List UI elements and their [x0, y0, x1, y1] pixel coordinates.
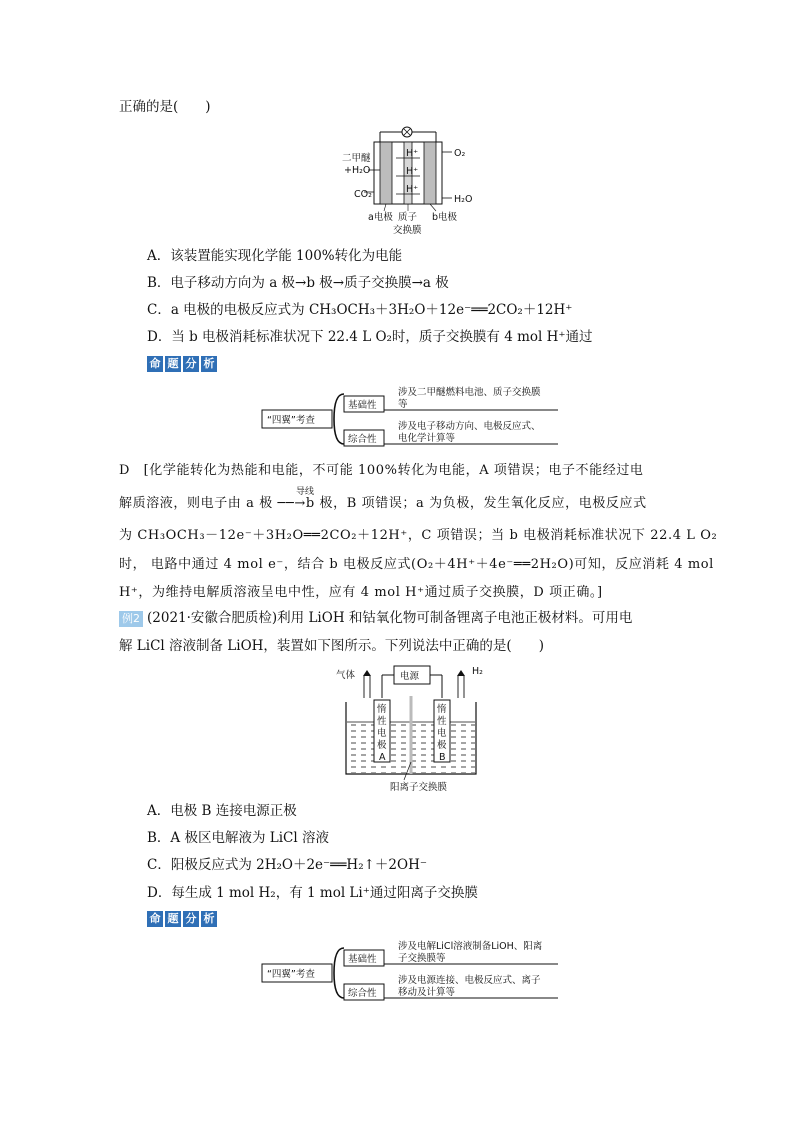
example-tag: 例2 — [119, 611, 143, 627]
electrode-b-char: B — [439, 752, 446, 763]
badge-char: 析 — [201, 356, 217, 372]
q2-stem-text-1: (2021·安徽合肥质检)利用 LiOH 和钴氧化物可制备锂离子电池正极材料。可用电 — [147, 610, 633, 626]
mindmap-branch2-text1: 涉及电子移动方向、电极反应式、 — [398, 421, 541, 432]
q2-option-b: B．A 极区电解液为 LiCl 溶液 — [147, 830, 329, 846]
badge-char: 分 — [183, 911, 199, 927]
electrode-a-char: 惰 — [377, 704, 387, 715]
mindmap-branch1: 基础性 — [348, 954, 377, 965]
electrode-a-char: 性 — [377, 716, 387, 727]
q2-option-a: A．电极 B 连接电源正极 — [147, 803, 297, 819]
mindmap-branch2-text1: 涉及电源连接、电极反应式、离子 — [398, 975, 541, 986]
mindmap-branch2: 综合性 — [348, 434, 377, 445]
mindmap-root: “四翼”考查 — [267, 415, 315, 426]
fig1-left-top: 二甲醚 — [342, 153, 371, 164]
fig1-right-bot: H₂O — [454, 194, 473, 205]
h2-label: H₂ — [472, 666, 483, 677]
ion-label-2: H⁺ — [406, 166, 419, 177]
answer-line-3: 为 CH₃OCH₃－12e⁻＋3H₂O══2CO₂＋12H⁺，C 项错误；当 b 电极消耗标准状况下 22.4 L O₂ — [119, 528, 718, 543]
mindmap-branch1-text1: 涉及二甲醚燃料电池、质子交换膜 — [398, 387, 541, 398]
q1-option-c: C．a 电极的电极反应式为 CH₃OCH₃＋3H₂O＋12e⁻══2CO₂＋12H⁺ — [147, 302, 573, 318]
analysis-badge-2 — [147, 911, 217, 927]
fig1-a-label: a电极 — [368, 212, 393, 223]
electrode-b-char: 性 — [437, 716, 447, 727]
fig1-right-top: O₂ — [454, 148, 466, 159]
mindmap-branch1-text1: 涉及电解LiCl溶液制备LiOH、阳离 — [398, 941, 543, 952]
badge-char: 分 — [183, 356, 199, 372]
fuel-cell-diagram — [340, 120, 480, 238]
answer-line-1: D [化学能转化为热能和电能，不可能 100%转化为电能，A 项错误；电子不能经过电 — [119, 463, 644, 478]
q2-option-c: C．阳极反应式为 2H₂O＋2e⁻══H₂↑＋2OH⁻ — [147, 857, 427, 873]
q1-option-a: A．该装置能实现化学能 100%转化为电能 — [147, 248, 403, 264]
badge-char: 命 — [147, 356, 163, 372]
ion-label-1: H⁺ — [406, 148, 419, 159]
electrolysis-diagram — [330, 662, 490, 794]
arrow-label: 导线 — [296, 487, 315, 497]
mindmap-2 — [258, 934, 568, 1006]
answer-line-4: 时， 电路中通过 4 mol e⁻，结合 b 电极反应式(O₂＋4H⁺＋4e⁻══2H₂O)可知，反应消耗 4 mol — [119, 557, 714, 572]
mindmap-branch1-text2: 等 — [398, 399, 408, 410]
answer-line-5: H⁺，为维持电解质溶液呈电中性，应有 4 mol H⁺通过质子交换膜，D 项正确。] — [119, 585, 603, 600]
mindmap-branch1-text2: 子交换膜等 — [398, 953, 446, 964]
q2-stem-line-1 — [119, 609, 632, 627]
mindmap-branch2: 综合性 — [348, 988, 377, 999]
badge-char: 命 — [147, 911, 163, 927]
mindmap-branch2-text2: 移动及计算等 — [398, 987, 456, 998]
electrode-b-char: 惰 — [437, 704, 447, 715]
q2-stem-line-2: 解 LiCl 溶液制备 LiOH，装置如下图所示。下列说法中正确的是( ) — [119, 638, 544, 654]
power-label: 电源 — [400, 671, 420, 682]
analysis-badge-1 — [147, 356, 217, 372]
fig1-mem-label1: 质子 — [398, 212, 418, 223]
badge-char: 题 — [165, 911, 181, 927]
electrode-a-char: 极 — [377, 740, 387, 751]
membrane-label: 阳离子交换膜 — [390, 782, 448, 793]
fig1-left-bot: CO₂ — [354, 189, 372, 200]
answer-line-2: 解质溶液，则电子由 a 极 ──→b 极，B 项错误；a 为负极，发生氧化反应，电极反应式 — [119, 496, 647, 511]
mindmap-branch2-text2: 电化学计算等 — [398, 433, 456, 444]
mindmap-1 — [258, 380, 568, 452]
mindmap-branch1: 基础性 — [348, 400, 377, 411]
badge-char: 题 — [165, 356, 181, 372]
ion-label-3: H⁺ — [406, 184, 419, 195]
fig1-left-mid: +H₂O — [344, 165, 371, 176]
electrode-b-char: 电 — [437, 728, 447, 739]
electrode-a-char: A — [379, 752, 386, 763]
electrode-a-char: 电 — [377, 728, 387, 739]
q1-option-d: D．当 b 电极消耗标准状况下 22.4 L O₂时，质子交换膜有 4 mol H⁺通过 — [147, 329, 593, 345]
fig1-mem-label2: 交换膜 — [393, 225, 422, 236]
mindmap-root: “四翼”考查 — [267, 969, 315, 980]
electrode-b-char: 极 — [437, 740, 447, 751]
q1-option-b: B．电子移动方向为 a 极→b 极→质子交换膜→a 极 — [147, 275, 449, 291]
q1-stem: 正确的是( ) — [119, 99, 211, 115]
fig1-b-label: b电极 — [432, 212, 458, 223]
q2-option-d: D．每生成 1 mol H₂，有 1 mol Li⁺通过阳离子交换膜 — [147, 885, 478, 901]
gas-label: 气体 — [336, 670, 356, 681]
badge-char: 析 — [201, 911, 217, 927]
